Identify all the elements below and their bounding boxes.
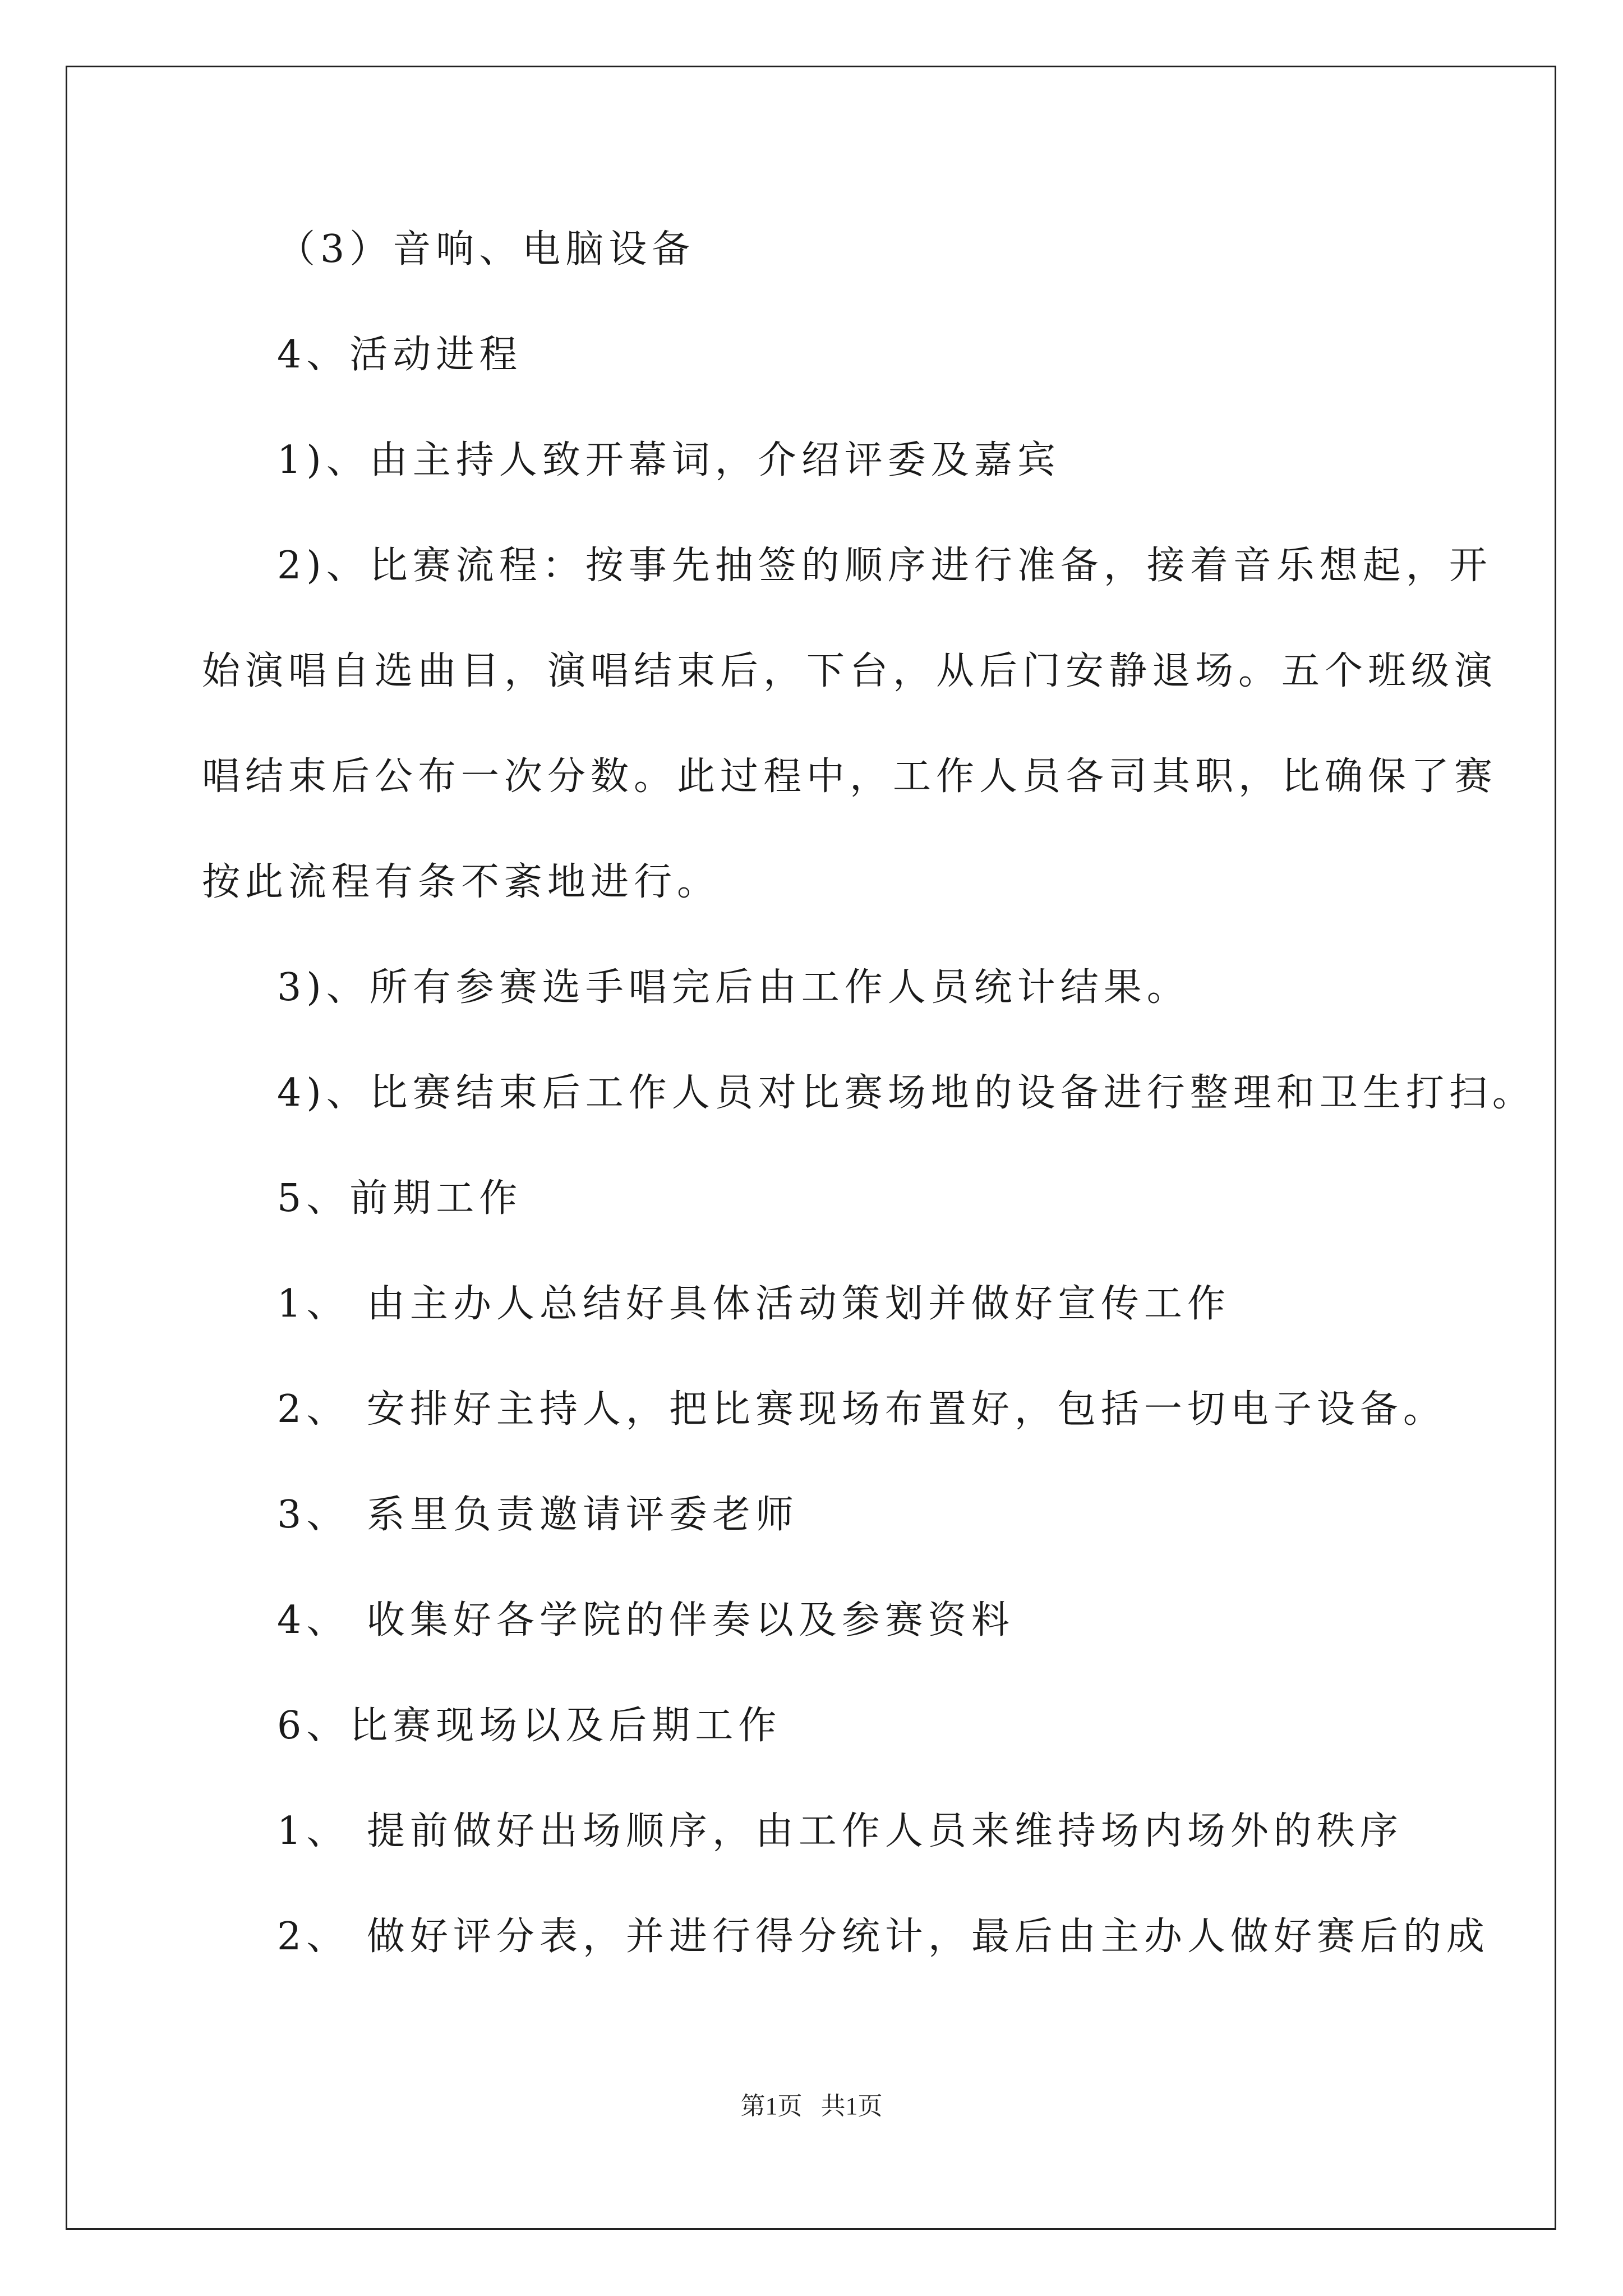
text-line: 6、比赛现场以及后期工作 bbox=[277, 1704, 782, 1748]
text-line: 4)、比赛结束后工作人员对比赛场地的设备进行整理和卫生打扫。 bbox=[277, 1071, 1536, 1115]
text-line: 5、前期工作 bbox=[277, 1176, 523, 1221]
text-line: 1、 由主办人总结好具体活动策划并做好宣传工作 bbox=[277, 1282, 1230, 1326]
page-number-footer: 第1页 共1页 bbox=[740, 2092, 883, 2120]
text-line: 4、 收集好各学院的伴奏以及参赛资料 bbox=[277, 1598, 1015, 1642]
text-line: 唱结束后公布一次分数。此过程中，工作人员各司其职，比确保了赛 bbox=[202, 754, 1498, 799]
text-line: 2、 做好评分表，并进行得分统计，最后由主办人做好赛后的成 bbox=[277, 1915, 1490, 1959]
text-line: 3、 系里负责邀请评委老师 bbox=[277, 1493, 799, 1537]
text-line: 1、 提前做好出场顺序，由工作人员来维持场内场外的秩序 bbox=[277, 1809, 1403, 1853]
text-line: 4、活动进程 bbox=[277, 333, 523, 377]
text-line: 2)、比赛流程：按事先抽签的顺序进行准备，接着音乐想起，开 bbox=[277, 544, 1492, 588]
text-line: 3)、所有参赛选手唱完后由工作人员统计结果。 bbox=[277, 965, 1190, 1010]
text-line: 1)、由主持人致开幕词，介绍评委及嘉宾 bbox=[277, 438, 1061, 482]
text-line: 按此流程有条不紊地进行。 bbox=[202, 860, 721, 904]
text-line: 2、 安排好主持人，把比赛现场布置好，包括一切电子设备。 bbox=[277, 1387, 1446, 1432]
text-line: （3）音响、电脑设备 bbox=[277, 227, 695, 272]
text-line: 始演唱自选曲目，演唱结束后，下台，从后门安静退场。五个班级演 bbox=[202, 649, 1498, 693]
